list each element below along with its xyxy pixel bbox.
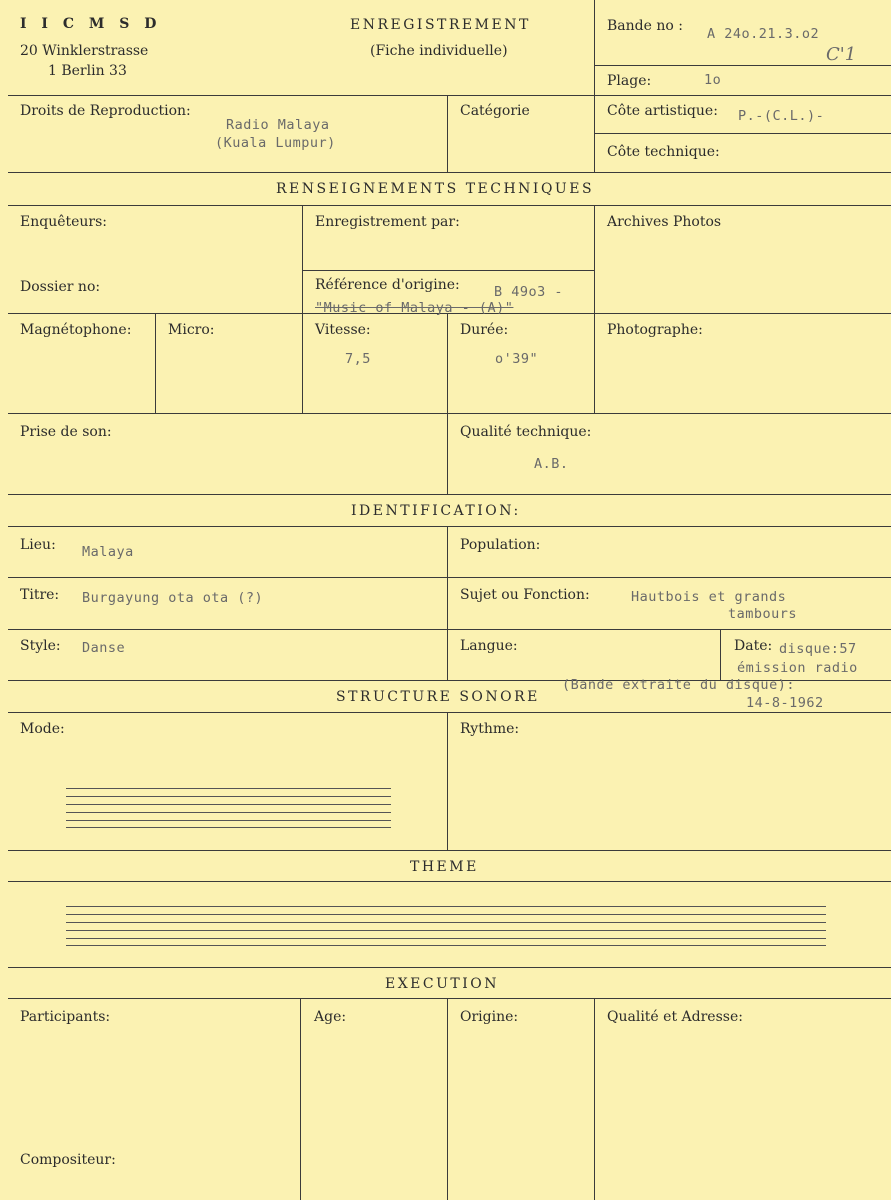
compositeur-label: Compositeur: xyxy=(20,1152,116,1168)
enregistrement-par-label: Enregistrement par: xyxy=(315,214,460,230)
rule-theme-bottom xyxy=(8,967,891,968)
population-label: Population: xyxy=(460,537,541,553)
sujet-label: Sujet ou Fonction: xyxy=(460,587,590,603)
rule-bande-plage xyxy=(594,65,891,66)
sujet-value-1: Hautbois et grands xyxy=(631,589,787,605)
rule-v-header xyxy=(594,0,595,172)
categorie-label: Catégorie xyxy=(460,103,530,119)
staff-line xyxy=(66,945,826,946)
rule-theme-title xyxy=(8,881,891,882)
style-value: Danse xyxy=(82,640,126,656)
vitesse-value: 7,5 xyxy=(345,351,371,367)
staff-line xyxy=(66,827,391,828)
rule-enreg xyxy=(302,270,594,271)
staff-line xyxy=(66,788,391,789)
prise-de-son-label: Prise de son: xyxy=(20,424,112,440)
rule-v-age xyxy=(300,998,301,1200)
reference-value-1: B 49o3 - xyxy=(494,284,564,300)
rule-cote xyxy=(594,133,891,134)
style-label: Style: xyxy=(20,638,61,654)
titre-label: Titre: xyxy=(20,587,60,603)
rule-v-archives xyxy=(594,205,595,413)
langue-label: Langue: xyxy=(460,638,518,654)
tech-section-title: RENSEIGNEMENTS TECHNIQUES xyxy=(276,181,595,197)
droits-value-1: Radio Malaya xyxy=(226,117,330,133)
rule-lieu xyxy=(8,577,891,578)
form-title: ENREGISTREMENT xyxy=(350,17,531,33)
cote-technique-label: Côte technique: xyxy=(607,144,720,160)
bande-label: Bande no : xyxy=(607,18,683,34)
date-value-2: émission radio xyxy=(737,660,858,676)
micro-label: Micro: xyxy=(168,322,215,338)
rule-v-qualite xyxy=(594,998,595,1200)
mode-label: Mode: xyxy=(20,721,65,737)
plage-label: Plage: xyxy=(607,73,652,89)
staff-line xyxy=(66,922,826,923)
rule-v-ident xyxy=(447,526,448,680)
staff-line xyxy=(66,906,826,907)
duree-label: Durée: xyxy=(460,322,509,338)
enqueteurs-label: Enquêteurs: xyxy=(20,214,108,230)
photographe-label: Photographe: xyxy=(607,322,703,338)
dossier-label: Dossier no: xyxy=(20,279,101,295)
cote-artistique-value: P.-(C.L.)- xyxy=(738,108,825,124)
rule-v-rythme xyxy=(447,712,448,850)
reference-value-2: "Music of Malaya - (A)" xyxy=(315,300,514,316)
bande-handwritten: C'1 xyxy=(826,44,857,65)
rule-magneto xyxy=(8,413,891,414)
rule-v-origine xyxy=(447,998,448,1200)
rule-v-date xyxy=(720,629,721,680)
structure-section-title: STRUCTURE SONORE xyxy=(336,689,540,705)
rule-v-duree xyxy=(447,313,448,494)
rule-struct-title xyxy=(8,712,891,713)
droits-value-2: (Kuala Lumpur) xyxy=(215,135,336,151)
plage-value: 1o xyxy=(704,72,722,88)
org-logo: I I C M S D xyxy=(20,16,162,32)
magnetophone-label: Magnétophone: xyxy=(20,322,132,338)
staff-line xyxy=(66,930,826,931)
staff-line xyxy=(66,804,391,805)
rule-titre xyxy=(8,629,891,630)
reference-label: Référence d'origine: xyxy=(315,277,460,293)
address-line-1: 20 Winklerstrasse xyxy=(20,43,149,59)
address-line-2: 1 Berlin 33 xyxy=(48,63,127,79)
rule-ident-title xyxy=(8,526,891,527)
cote-artistique-label: Côte artistique: xyxy=(607,103,718,119)
origine-label: Origine: xyxy=(460,1009,519,1025)
qualite-technique-label: Qualité technique: xyxy=(460,424,592,440)
qualite-adresse-label: Qualité et Adresse: xyxy=(607,1009,743,1025)
age-label: Age: xyxy=(314,1009,347,1025)
theme-section-title: THEME xyxy=(410,859,479,875)
rule-v-categorie xyxy=(447,95,448,172)
date-value-3: (Bande extraite du disque): xyxy=(562,677,795,693)
qualite-technique-value: A.B. xyxy=(534,456,569,472)
date-value-4: 14-8-1962 xyxy=(746,695,824,711)
rule-v-enreg xyxy=(302,205,303,413)
form-subtitle: (Fiche individuelle) xyxy=(370,43,508,59)
staff-line xyxy=(66,914,826,915)
rule-v-micro xyxy=(155,313,156,413)
participants-label: Participants: xyxy=(20,1009,111,1025)
lieu-value: Malaya xyxy=(82,544,134,560)
rule-prise xyxy=(8,494,891,495)
rule-struct-bottom xyxy=(8,850,891,851)
rule-rights-bottom xyxy=(8,172,891,173)
archives-photos-label: Archives Photos xyxy=(607,214,722,230)
duree-value: o'39" xyxy=(495,351,539,367)
staff-line xyxy=(66,938,826,939)
date-label: Date: xyxy=(734,638,773,654)
lieu-label: Lieu: xyxy=(20,537,56,553)
staff-line xyxy=(66,812,391,813)
ident-section-title: IDENTIFICATION: xyxy=(351,503,521,519)
titre-value: Burgayung ota ota (?) xyxy=(82,590,264,606)
execution-section-title: EXECUTION xyxy=(385,976,500,992)
date-value-1: disque:57 xyxy=(779,641,857,657)
sujet-value-2: tambours xyxy=(728,606,798,622)
rule-header-bottom xyxy=(8,95,891,96)
vitesse-label: Vitesse: xyxy=(315,322,371,338)
staff-line xyxy=(66,820,391,821)
rule-exec-title xyxy=(8,998,891,999)
rythme-label: Rythme: xyxy=(460,721,520,737)
rule-tech-title xyxy=(8,205,891,206)
droits-label: Droits de Reproduction: xyxy=(20,103,191,119)
staff-line xyxy=(66,796,391,797)
bande-value: A 24o.21.3.o2 xyxy=(707,26,820,42)
